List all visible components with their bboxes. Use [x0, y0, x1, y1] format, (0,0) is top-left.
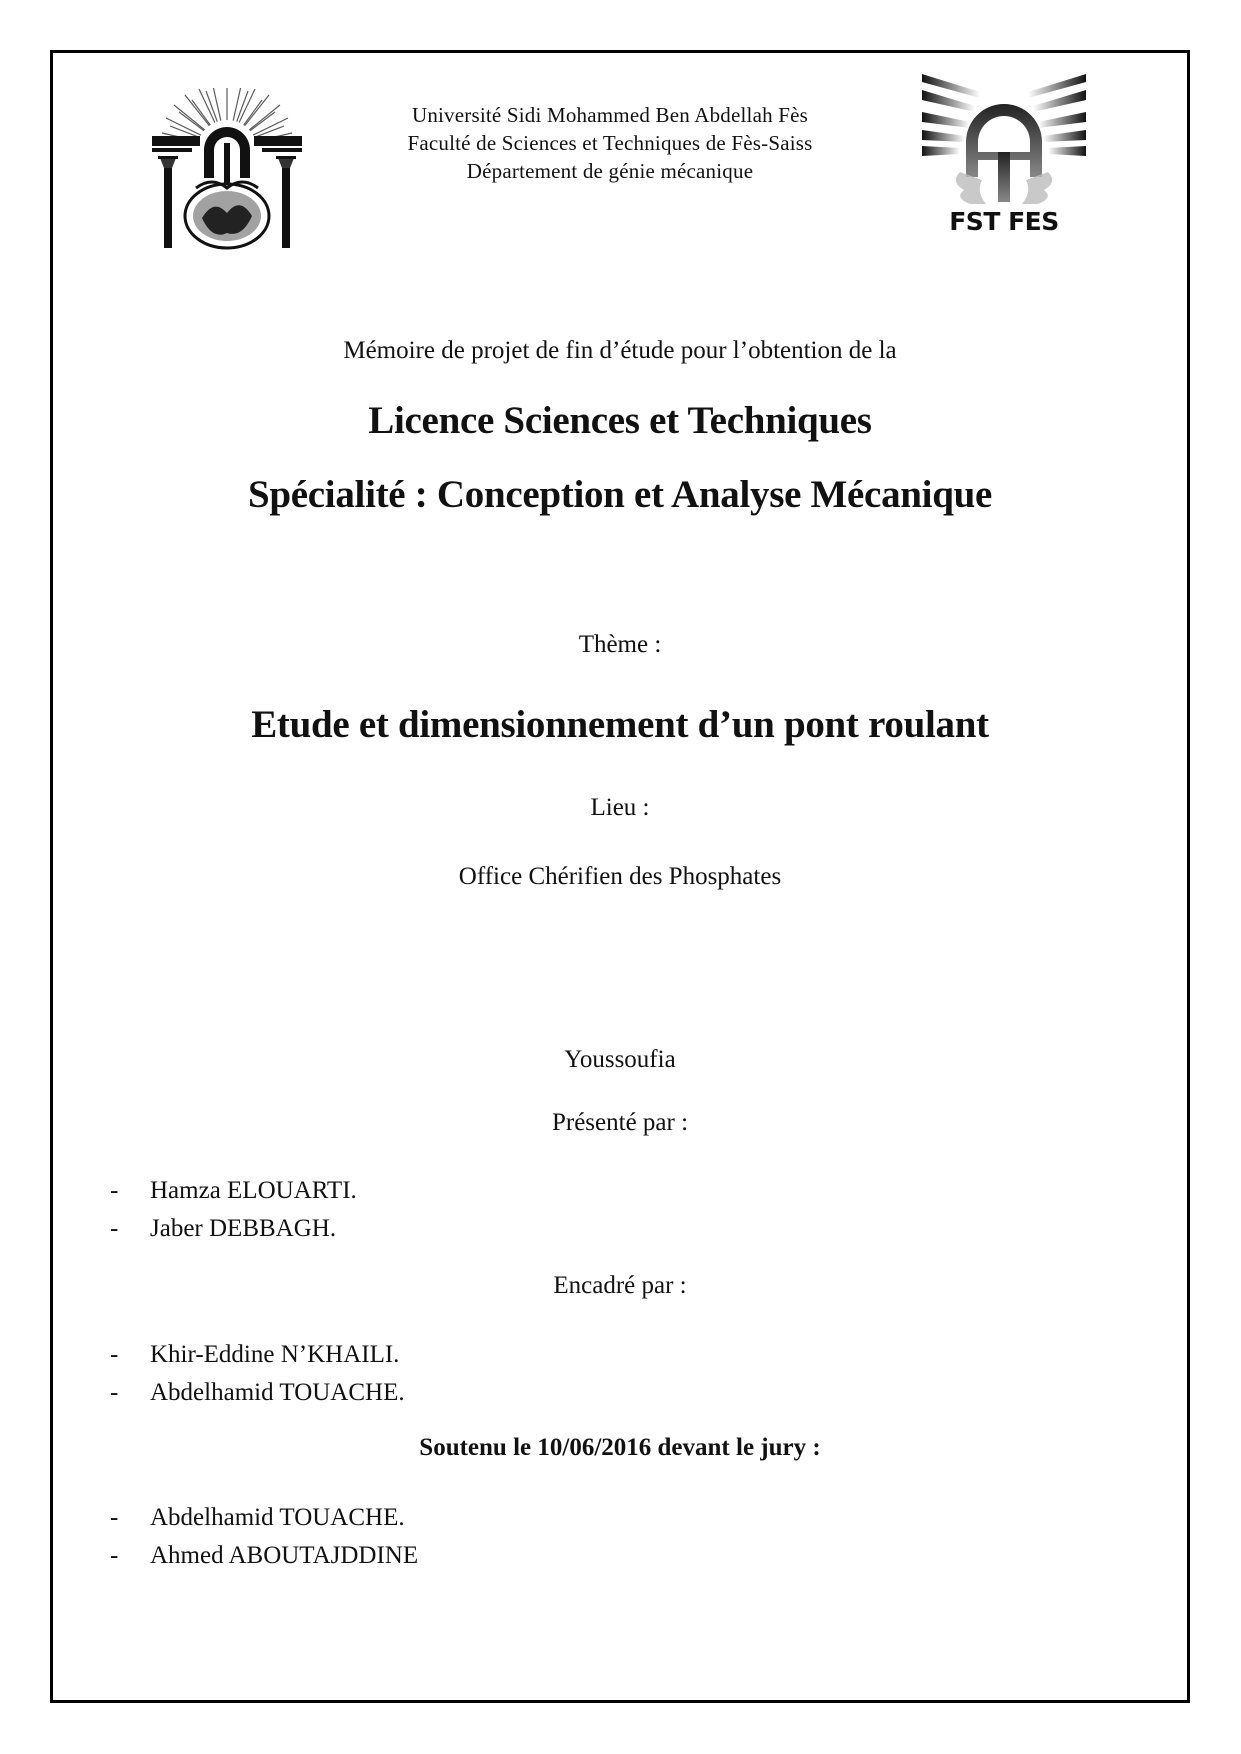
- supervised-by-list: [110, 1336, 405, 1412]
- place-organization: Office Chérifien des Phosphates: [458, 863, 782, 890]
- student-name: Hamza ELOUARTI.: [150, 1177, 357, 1204]
- fst-fes-logo-text: FST FES: [949, 207, 1059, 236]
- student-name: Jaber DEBBAGH.: [150, 1215, 337, 1242]
- degree-specialty: Spécialité : Conception et Analyse Mécanique: [248, 473, 992, 516]
- university-name: Université Sidi Mohammed Ben Abdellah Fès: [411, 103, 809, 127]
- list-item: [110, 1499, 418, 1537]
- list-item: [110, 1537, 418, 1575]
- supervised-by-label: Encadré par :: [553, 1272, 687, 1299]
- jury-label: Soutenu le 10/06/2016 devant le jury :: [419, 1434, 821, 1461]
- list-marker: -: [110, 1341, 119, 1368]
- list-marker: -: [110, 1379, 119, 1406]
- university-emblem-icon: [152, 88, 302, 253]
- fst-fes-logo-icon: [920, 72, 1088, 242]
- list-item: [110, 1374, 405, 1412]
- list-item: [110, 1210, 357, 1248]
- list-item: [110, 1172, 357, 1210]
- list-marker: -: [110, 1177, 119, 1204]
- list-marker: -: [110, 1504, 119, 1531]
- jury-list: [110, 1499, 418, 1575]
- department-name: Département de génie mécanique: [466, 159, 754, 183]
- supervisor-name: Abdelhamid TOUACHE.: [150, 1379, 405, 1406]
- supervisor-name: Khir-Eddine N’KHAILI.: [150, 1341, 400, 1368]
- degree-title: Licence Sciences et Techniques: [368, 399, 872, 442]
- jury-member-name: Ahmed ABOUTAJDDINE: [150, 1542, 419, 1569]
- place-label: Lieu :: [590, 794, 650, 821]
- institution-header: [340, 101, 880, 185]
- theme-title: Etude et dimensionnement d’un pont roulant: [251, 703, 989, 746]
- presented-by-list: [110, 1172, 357, 1248]
- jury-member-name: Abdelhamid TOUACHE.: [150, 1504, 405, 1531]
- presented-by-label: Présenté par :: [551, 1109, 689, 1136]
- list-item: [110, 1336, 405, 1374]
- list-marker: -: [110, 1215, 119, 1242]
- degree-intro: Mémoire de projet de fin d’étude pour l’obtention de la: [343, 337, 897, 364]
- faculty-name: Faculté de Sciences et Techniques de Fès-Saiss: [407, 131, 813, 155]
- list-marker: -: [110, 1542, 119, 1569]
- theme-label: Thème :: [578, 631, 662, 658]
- place-city: Youssoufia: [564, 1046, 676, 1073]
